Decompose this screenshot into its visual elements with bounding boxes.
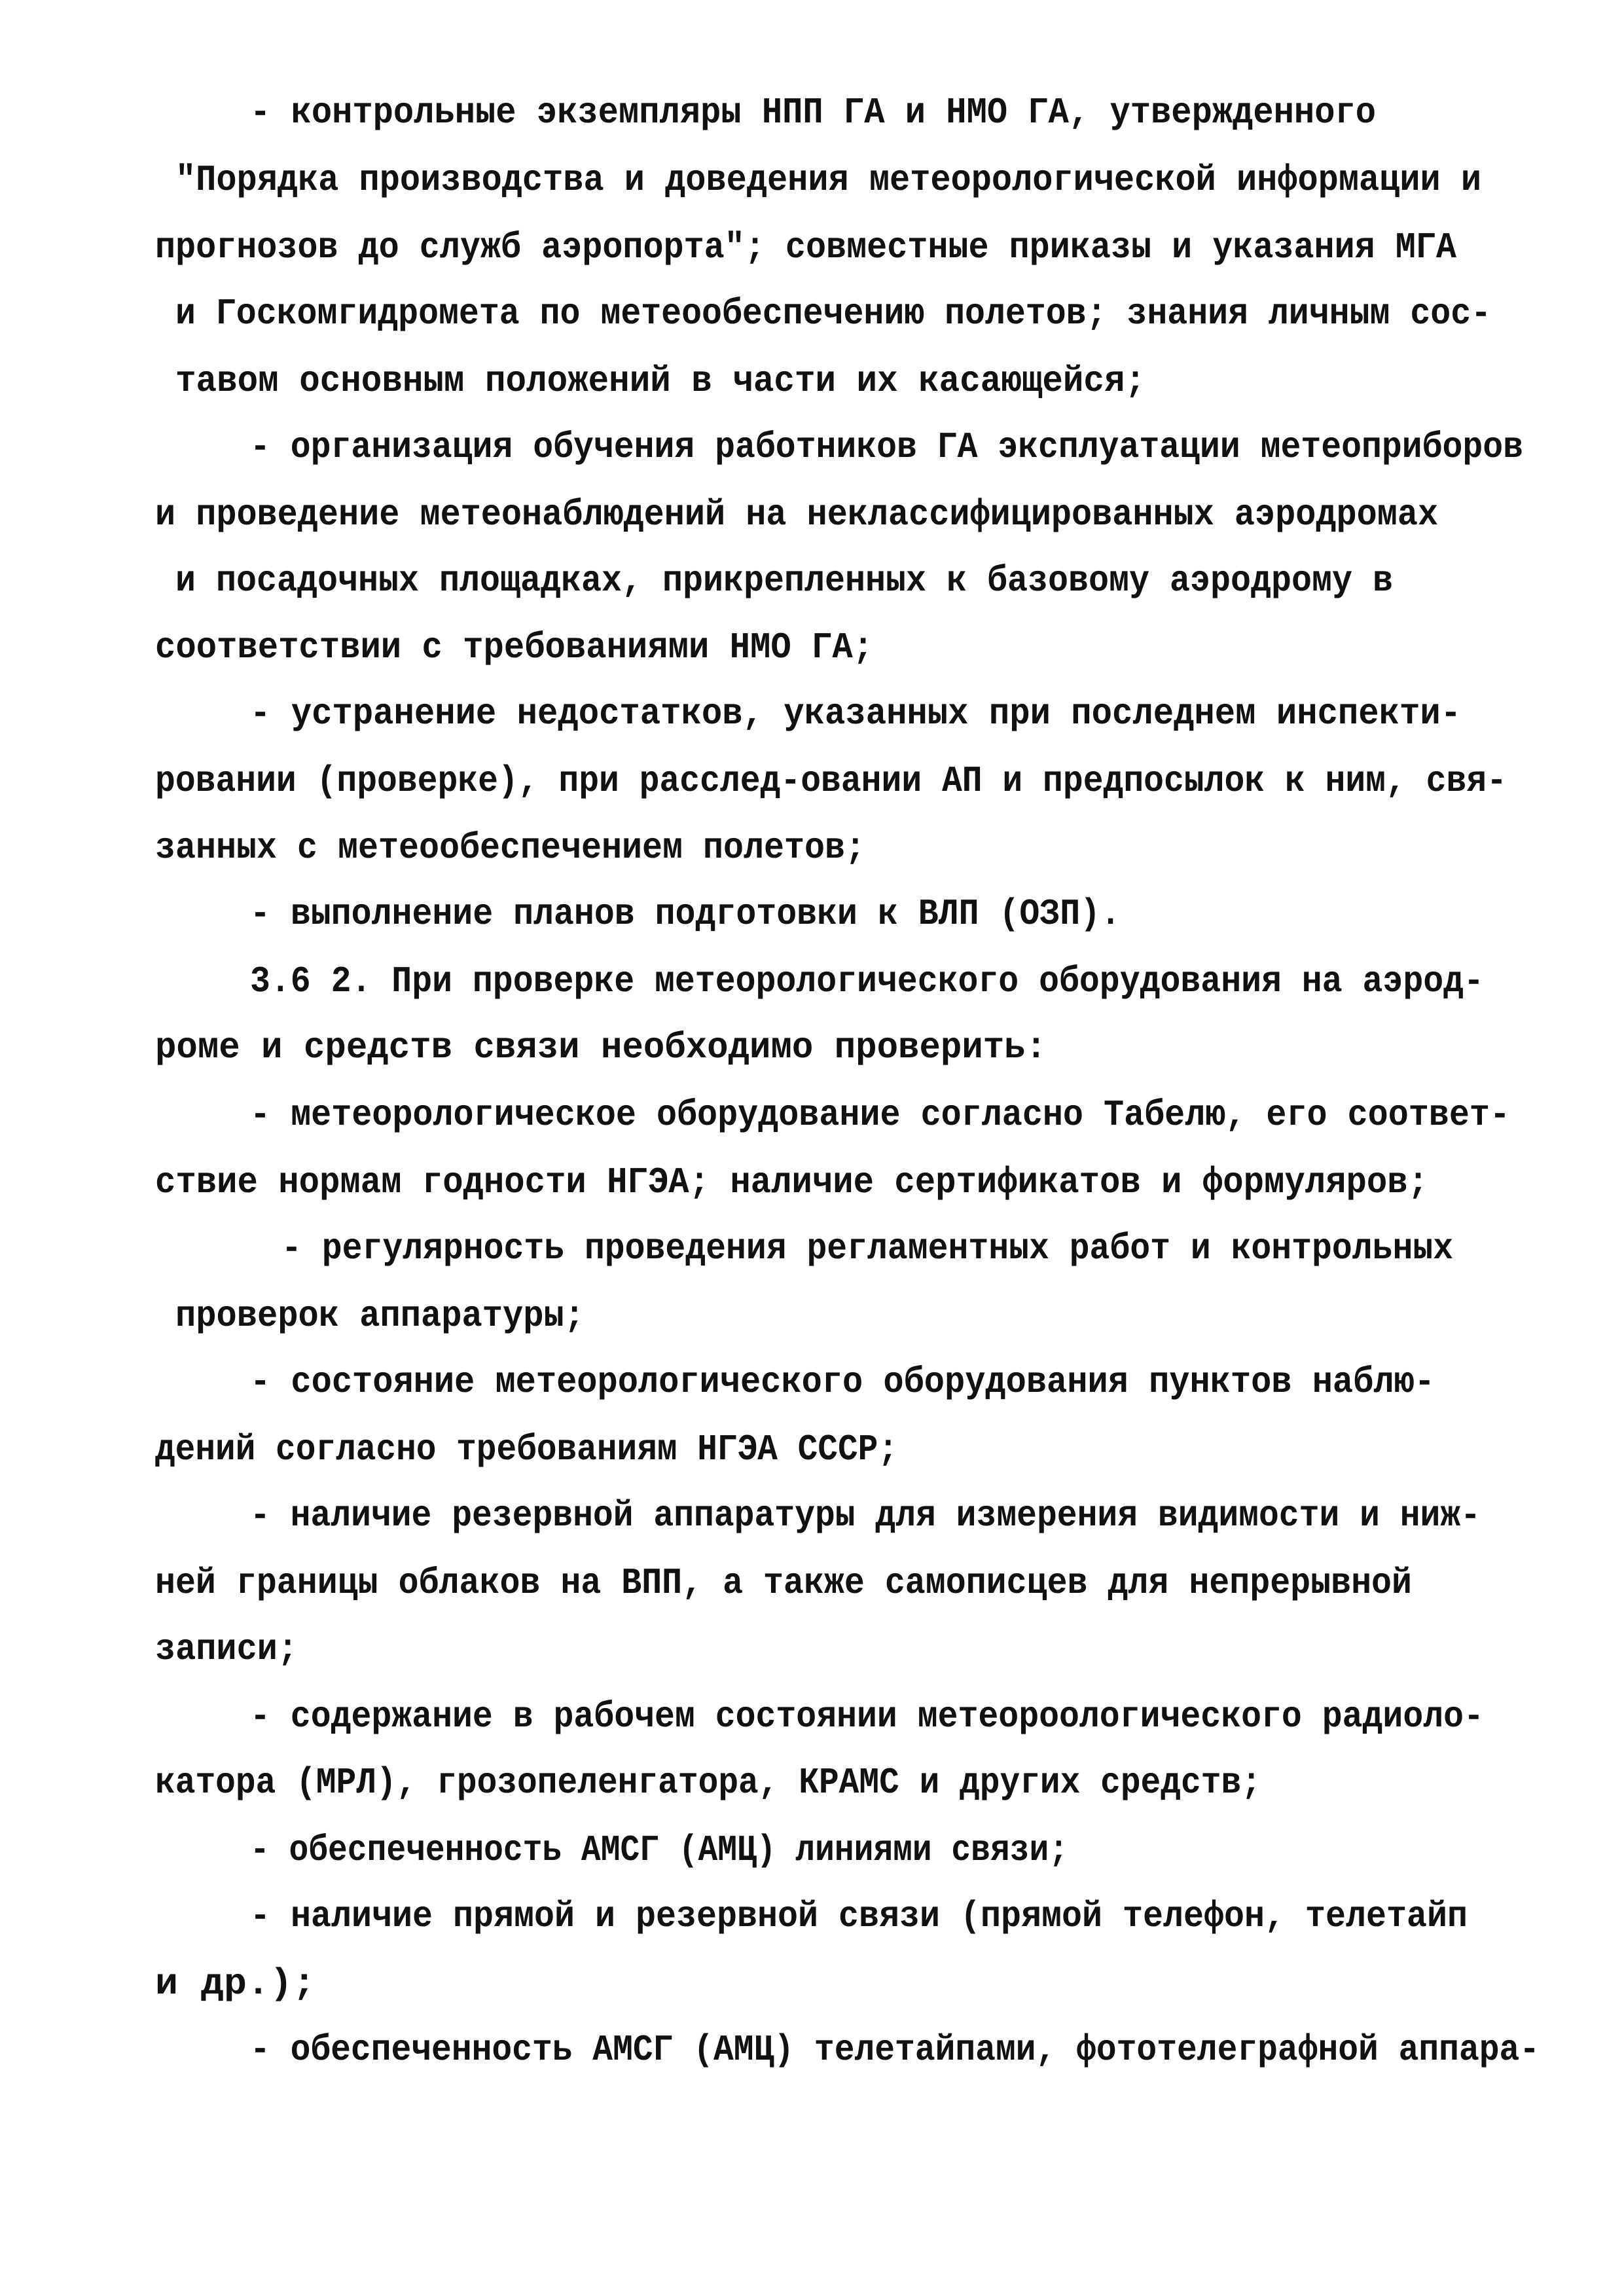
text-line: ней границы облаков на ВПП, а также самописцев для непрерывной — [155, 1562, 1412, 1604]
text-line: - состояние метеорологического оборудования пунктов наблю- — [250, 1361, 1435, 1403]
text-line: - регулярность проведения регламентных работ и контрольных — [281, 1228, 1454, 1269]
text-line: - содержание в рабочем состоянии метеороологического радиоло- — [250, 1696, 1484, 1738]
text-line: и Госкомгидромета по метеообеспечению полетов; знания личным сос- — [175, 293, 1492, 335]
text-line: занных с метеообеспечением полетов; — [155, 827, 866, 869]
text-line: соответствии с требованиями НМО ГА; — [155, 627, 874, 668]
text-line: - наличие резервной аппаратуры для измерения видимости и ниж- — [250, 1495, 1481, 1537]
text-line: - контрольные экземпляры НПП ГА и НМО ГА, утвержденного — [250, 92, 1377, 134]
text-line: и посадочных площадках, прикрепленных к базовому аэродрому в — [175, 560, 1394, 602]
text-line: роме и средств связи необходимо проверить: — [155, 1027, 1047, 1068]
text-line: - организация обучения работников ГА эксплуатации метеоприборов — [250, 426, 1524, 468]
text-line: и проведение метеонаблюдений на неклассифицированных аэродромах — [155, 494, 1439, 536]
text-line: катора (МРЛ), грозопеленгатора, КРАМС и других средств; — [155, 1762, 1261, 1804]
text-line: ровании (проверке), при расслед-овании АП и предпосылок к ним, свя- — [155, 760, 1507, 802]
text-line: проверок аппаратуры; — [175, 1295, 585, 1337]
text-line: - наличие прямой и резервной связи (прямой телефон, телетайп — [250, 1895, 1468, 1937]
text-line: - устранение недостатков, указанных при последнем инспекти- — [250, 693, 1462, 735]
text-line: прогнозов до служб аэропорта"; совместные приказы и указания МГА — [155, 227, 1456, 268]
text-line: "Порядка производства и доведения метеорологической информации и — [175, 159, 1482, 201]
text-line: записи; — [155, 1628, 298, 1670]
text-line: 3.6 2. При проверке метеорологического оборудования на аэрод- — [250, 960, 1484, 1002]
text-line: - выполнение планов подготовки к ВЛП (ОЗП). — [250, 893, 1121, 935]
text-line: - метеорологическое оборудование согласно Табелю, его соответ- — [250, 1094, 1510, 1136]
text-line: и др.); — [155, 1963, 316, 2005]
text-line: тавом основным положений в части их касающейся; — [175, 360, 1146, 402]
text-line: ствие нормам годности НГЭА; наличие сертификатов и формуляров; — [155, 1161, 1428, 1203]
text-line: - обеспеченность АМСГ (АМЦ) линиями связи; — [250, 1829, 1068, 1871]
text-line: - обеспеченность АМСГ (АМЦ) телетайпами, фототелеграфной аппара- — [250, 2029, 1540, 2071]
text-line: дений согласно требованиям НГЭА СССР; — [155, 1429, 898, 1470]
